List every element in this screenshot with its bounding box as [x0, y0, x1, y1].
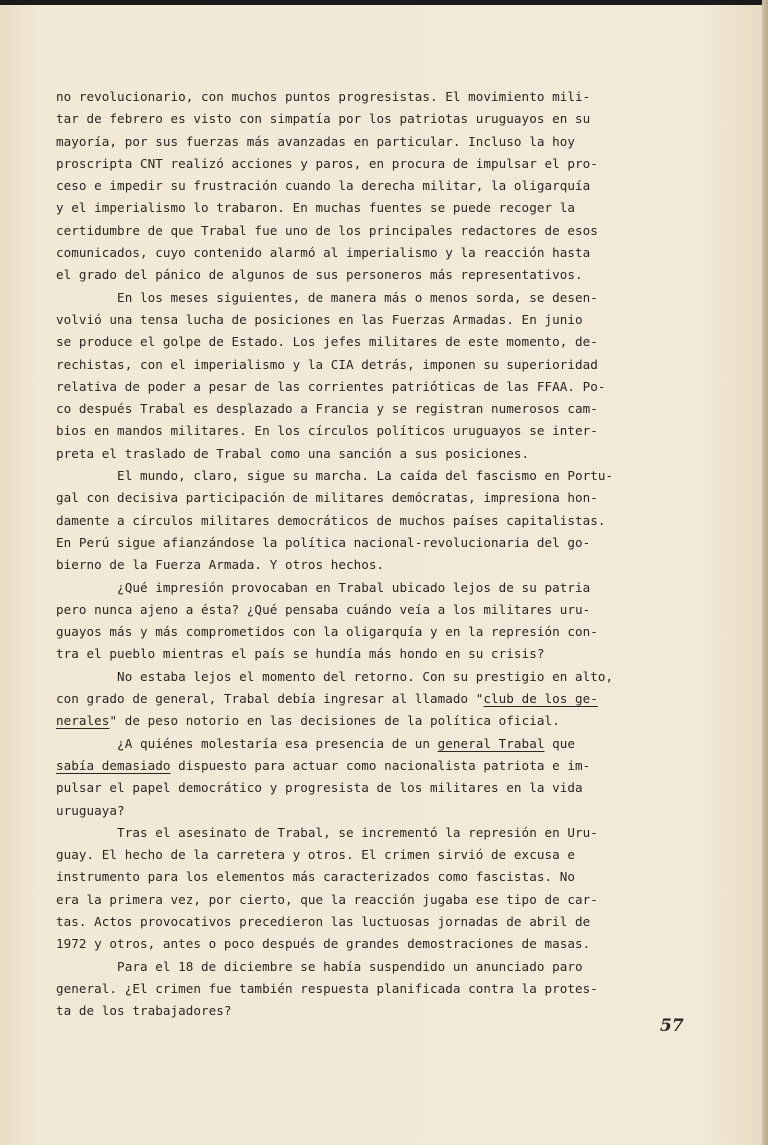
text-run: En los meses siguientes, de manera más o menos sorda, se desen-: [56, 289, 598, 305]
text-line: [56, 978, 716, 1000]
text-run: con grado de general, Trabal debía ingresar al llamado ": [56, 691, 484, 707]
text-line: [56, 554, 716, 576]
text-line: [56, 599, 716, 621]
text-line: [56, 532, 716, 554]
text-line: [56, 666, 716, 688]
underlined-text: nerales: [56, 713, 110, 729]
text-line: [56, 621, 716, 643]
text-run: guay. El hecho de la carretera y otros. El crimen sirvió de excusa e: [56, 847, 575, 863]
text-run: dispuesto para actuar como nacionalista patriota e im-: [170, 757, 591, 773]
text-run: tar de febrero es visto con simpatía por los patriotas uruguayos en su: [56, 111, 591, 127]
text-run: que: [544, 735, 575, 751]
page-right-edge: [762, 0, 768, 1145]
text-line: [56, 108, 716, 130]
text-line: [56, 86, 716, 108]
text-run: era la primera vez, por cierto, que la reacción jugaba ese tipo de car-: [56, 891, 598, 907]
text-run: tra el pueblo mientras el país se hundía más hondo en su crisis?: [56, 646, 545, 662]
text-run: bios en mandos militares. En los círculos políticos uruguayos se inter-: [56, 423, 598, 439]
text-line: [56, 800, 716, 822]
text-line: [56, 153, 716, 175]
text-line: [56, 197, 716, 219]
text-run: uruguaya?: [56, 802, 125, 818]
text-line: [56, 264, 716, 286]
text-run: gal con decisiva participación de militares demócratas, impresiona hon-: [56, 490, 598, 506]
text-line: [56, 866, 716, 888]
text-line: [56, 643, 716, 665]
text-line: [56, 242, 716, 264]
text-run: No estaba lejos el momento del retorno. Con su prestigio en alto,: [56, 668, 614, 684]
text-line: [56, 376, 716, 398]
text-line: [56, 287, 716, 309]
underlined-text: sabía demasiado: [56, 757, 171, 773]
text-run: En Perú sigue afianzándose la política nacional-revolucionaria del go-: [56, 534, 591, 550]
text-line: [56, 331, 716, 353]
text-run: mayoría, por sus fuerzas más avanzadas en particular. Incluso la hoy: [56, 133, 575, 149]
text-run: certidumbre de que Trabal fue uno de los principales redactores de esos: [56, 222, 598, 238]
text-run: se produce el golpe de Estado. Los jefes militares de este momento, de-: [56, 334, 598, 350]
text-line: [56, 309, 716, 331]
text-line: [56, 577, 716, 599]
text-line: [56, 956, 716, 978]
text-line: [56, 777, 716, 799]
text-run: pero nunca ajeno a ésta? ¿Qué pensaba cuándo veía a los militares uru-: [56, 601, 591, 617]
scan-top-edge: [0, 0, 768, 5]
text-run: ¿A quiénes molestaría esa presencia de un: [56, 735, 438, 751]
body-text: [56, 86, 716, 1022]
text-run: ¿Qué impresión provocaban en Trabal ubicado lejos de su patria: [56, 579, 591, 595]
text-line: [56, 755, 716, 777]
text-run: y el imperialismo lo trabaron. En muchas fuentes se puede recoger la: [56, 200, 575, 216]
text-run: guayos más y más comprometidos con la oligarquía y en la represión con-: [56, 624, 598, 640]
text-run: volvió una tensa lucha de posiciones en las Fuerzas Armadas. En junio: [56, 311, 583, 327]
text-line: [56, 398, 716, 420]
text-run: rechistas, con el imperialismo y la CIA detrás, imponen su superioridad: [56, 356, 598, 372]
text-run: El mundo, claro, sigue su marcha. La caída del fascismo en Portu-: [56, 468, 614, 484]
text-line: [56, 822, 716, 844]
text-line: [56, 844, 716, 866]
text-line: [56, 465, 716, 487]
text-run: damente a círculos militares democráticos de muchos países capitalistas.: [56, 512, 606, 528]
underlined-text: general Trabal: [437, 735, 545, 751]
text-run: Tras el asesinato de Trabal, se incrementó la represión en Uru-: [56, 824, 598, 840]
text-run: instrumento para los elementos más caracterizados como fascistas. No: [56, 869, 575, 885]
text-run: general. ¿El crimen fue también respuesta planificada contra la protes-: [56, 980, 598, 996]
text-line: [56, 1000, 716, 1022]
text-line: [56, 487, 716, 509]
text-run: tas. Actos provocativos precedieron las luctuosas jornadas de abril de: [56, 913, 591, 929]
text-run: bierno de la Fuerza Armada. Y otros hechos.: [56, 557, 385, 573]
text-line: [56, 354, 716, 376]
text-line: [56, 933, 716, 955]
text-line: [56, 510, 716, 532]
text-run: ceso e impedir su frustración cuando la derecha militar, la oligarquía: [56, 178, 591, 194]
text-run: 1972 y otros, antes o poco después de grandes demostraciones de masas.: [56, 936, 591, 952]
text-run: proscripta CNT realizó acciones y paros, en procura de impulsar el pro-: [56, 155, 598, 171]
text-run: comunicados, cuyo contenido alarmó al imperialismo y la reacción hasta: [56, 245, 591, 261]
text-line: [56, 688, 716, 710]
text-line: [56, 443, 716, 465]
text-line: [56, 710, 716, 732]
text-line: [56, 911, 716, 933]
text-run: el grado del pánico de algunos de sus personeros más representativos.: [56, 267, 583, 283]
text-run: relativa de poder a pesar de las corrientes patrióticas de las FFAA. Po-: [56, 378, 606, 394]
page-number: 57: [660, 1016, 684, 1036]
text-run: Para el 18 de diciembre se había suspendido un anunciado paro: [56, 958, 583, 974]
text-run: preta el traslado de Trabal como una sanción a sus posiciones.: [56, 445, 530, 461]
text-line: [56, 420, 716, 442]
text-run: no revolucionario, con muchos puntos progresistas. El movimiento mili-: [56, 89, 591, 104]
text-run: pulsar el papel democrático y progresista de los militares en la vida: [56, 780, 583, 796]
text-run: ta de los trabajadores?: [56, 1003, 232, 1019]
text-line: [56, 889, 716, 911]
text-line: [56, 175, 716, 197]
text-run: " de peso notorio en las decisiones de la política oficial.: [109, 713, 560, 729]
text-run: co después Trabal es desplazado a Francia y se registran numerosos cam-: [56, 401, 598, 417]
text-line: [56, 131, 716, 153]
text-line: [56, 733, 716, 755]
underlined-text: club de los ge-: [483, 691, 598, 707]
text-line: [56, 220, 716, 242]
